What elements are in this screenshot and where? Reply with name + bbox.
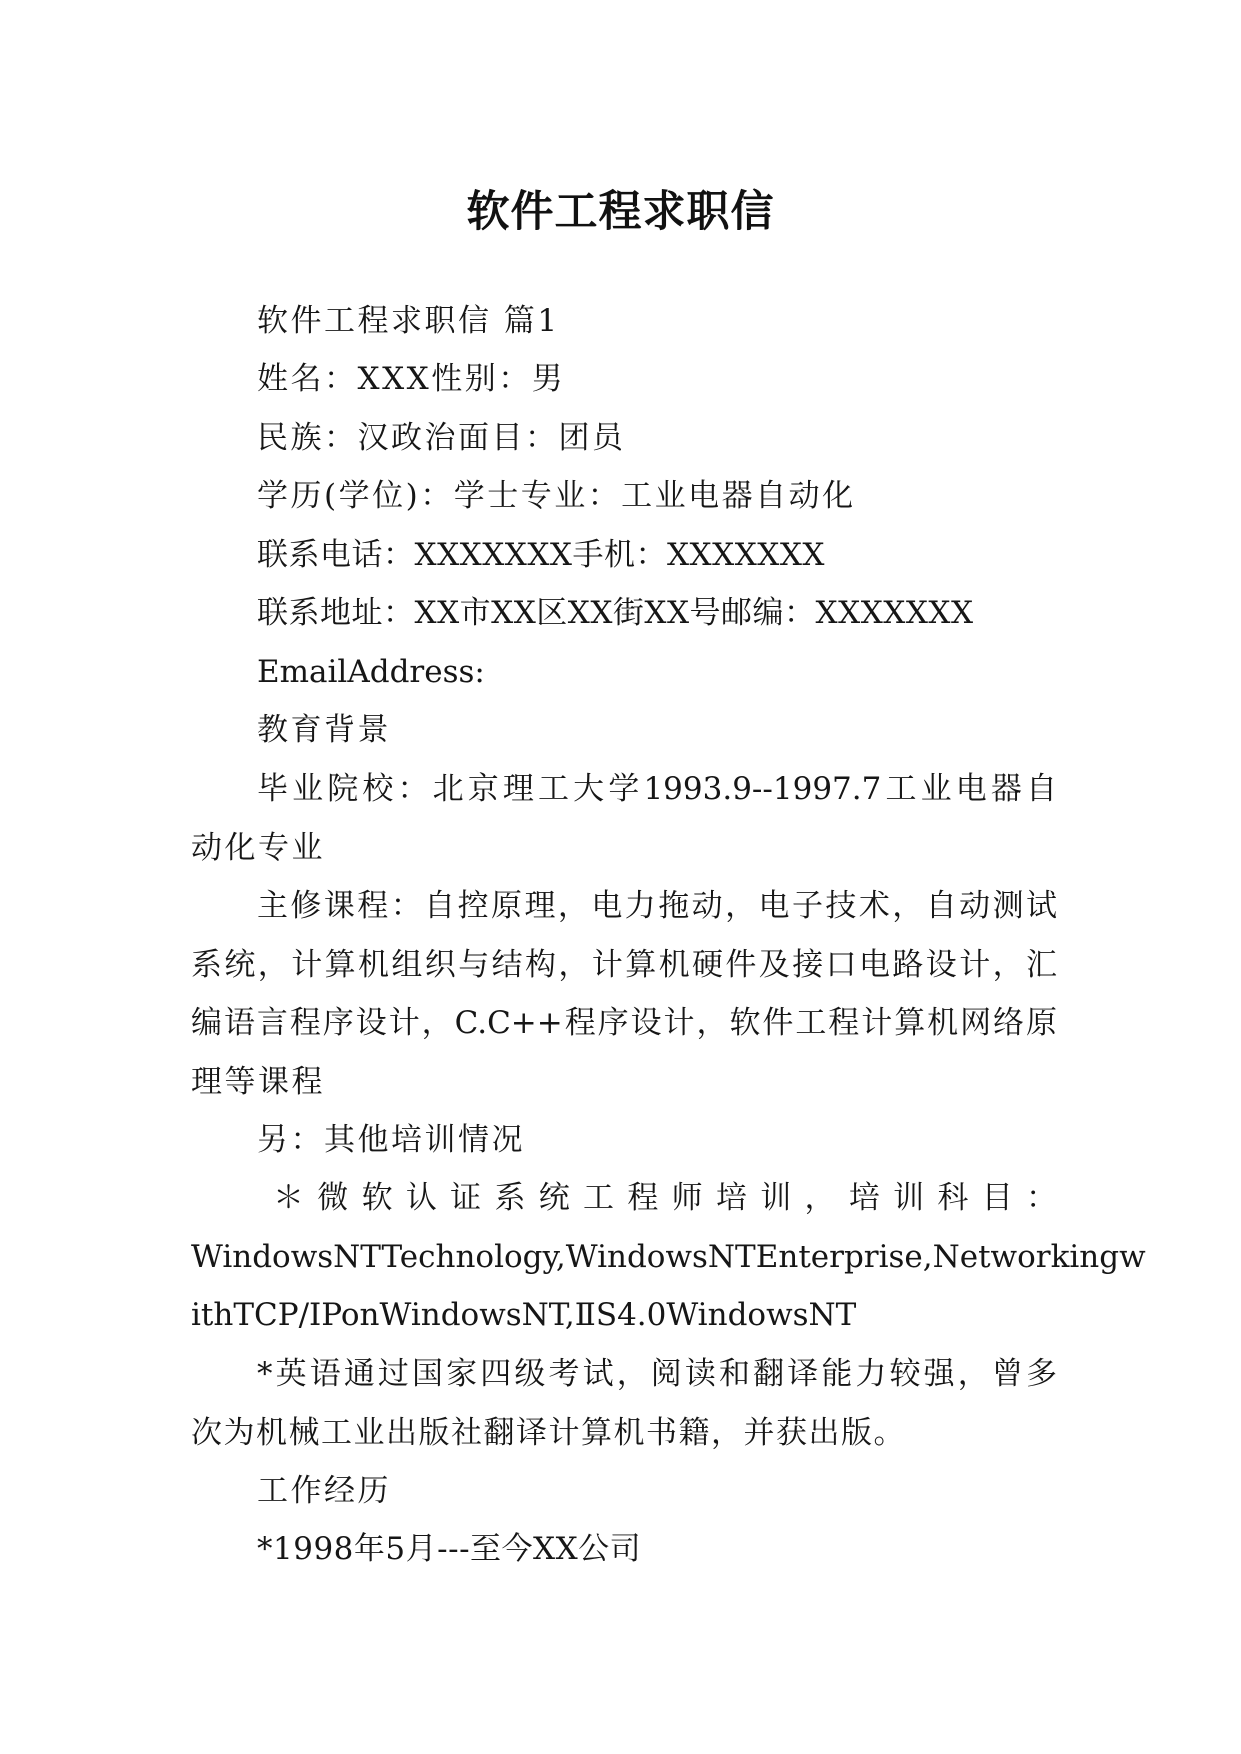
paragraph-line: EmailAddress: xyxy=(257,654,485,690)
document-title: 软件工程求职信 xyxy=(466,186,775,237)
paragraph-line: 编语言程序设计，C.C++程序设计，软件工程计算机网络原 xyxy=(191,1005,1057,1041)
paragraph-line: 联系电话：XXXXXXX手机：XXXXXXX xyxy=(257,537,825,573)
paragraph-line: 软件工程求职信 篇1 xyxy=(257,303,560,339)
paragraph-address xyxy=(191,584,1123,643)
paragraph-line: ithTCP/IPonWindowsNT,ⅡS4.0WindowsNT xyxy=(191,1297,857,1333)
paragraph-line: 理等课程 xyxy=(191,1063,325,1100)
paragraph-line: *1998年5月---至今XX公司 xyxy=(257,1531,642,1567)
paragraph-line: 主修课程：自控原理，电力拖动，电子技术，自动测试 xyxy=(257,888,1057,924)
paragraph-english xyxy=(191,1345,1057,1462)
paragraph-line: 系统，计算机组织与结构，计算机硬件及接口电路设计，汇 xyxy=(191,946,1057,983)
paragraph-line: *英语通过国家四级考试，阅读和翻译能力较强，曾多 xyxy=(257,1356,1057,1392)
paragraph-line: 学历(学位)：学士专业：工业电器自动化 xyxy=(257,478,856,514)
paragraph-line: 民族：汉政治面目：团员 xyxy=(257,420,626,456)
paragraph-education-heading xyxy=(191,701,1123,760)
paragraph-name-gender xyxy=(191,350,1123,409)
paragraph-line: 次为机械工业出版社翻译计算机书籍，并获出版。 xyxy=(191,1414,906,1451)
paragraph-email xyxy=(191,643,1123,702)
paragraph-line: 联系地址：XX市XX区XX街XX号邮编：XXXXXXX xyxy=(257,595,974,631)
paragraph-line: WindowsNTTechnology,WindowsNTEnterprise,Networkingw xyxy=(191,1238,1146,1275)
paragraph-certification xyxy=(191,1169,1146,1345)
paragraph-line: 动化专业 xyxy=(191,829,325,866)
paragraph-degree xyxy=(191,467,1123,526)
paragraph-ethnicity xyxy=(191,409,1123,468)
paragraph-line: 工作经历 xyxy=(257,1473,391,1509)
paragraph-phone xyxy=(191,526,1123,585)
paragraph-line: 教育背景 xyxy=(257,712,391,748)
paragraph-line: 另：其他培训情况 xyxy=(257,1122,525,1158)
paragraph-line: ＊微软认证系统工程师培训，培训科目： xyxy=(273,1180,1057,1216)
paragraph-training-heading xyxy=(191,1111,1123,1170)
paragraph-line: 毕业院校：北京理工大学1993.9--1997.7工业电器自 xyxy=(257,771,1057,807)
paragraph-school xyxy=(191,760,1057,877)
paragraph-heading xyxy=(191,292,1123,351)
paragraph-courses xyxy=(191,877,1057,1111)
paragraph-work-heading xyxy=(191,1462,1123,1521)
paragraph-line: 姓名：XXX性别：男 xyxy=(257,361,566,397)
paragraph-work-entry xyxy=(191,1520,1123,1579)
